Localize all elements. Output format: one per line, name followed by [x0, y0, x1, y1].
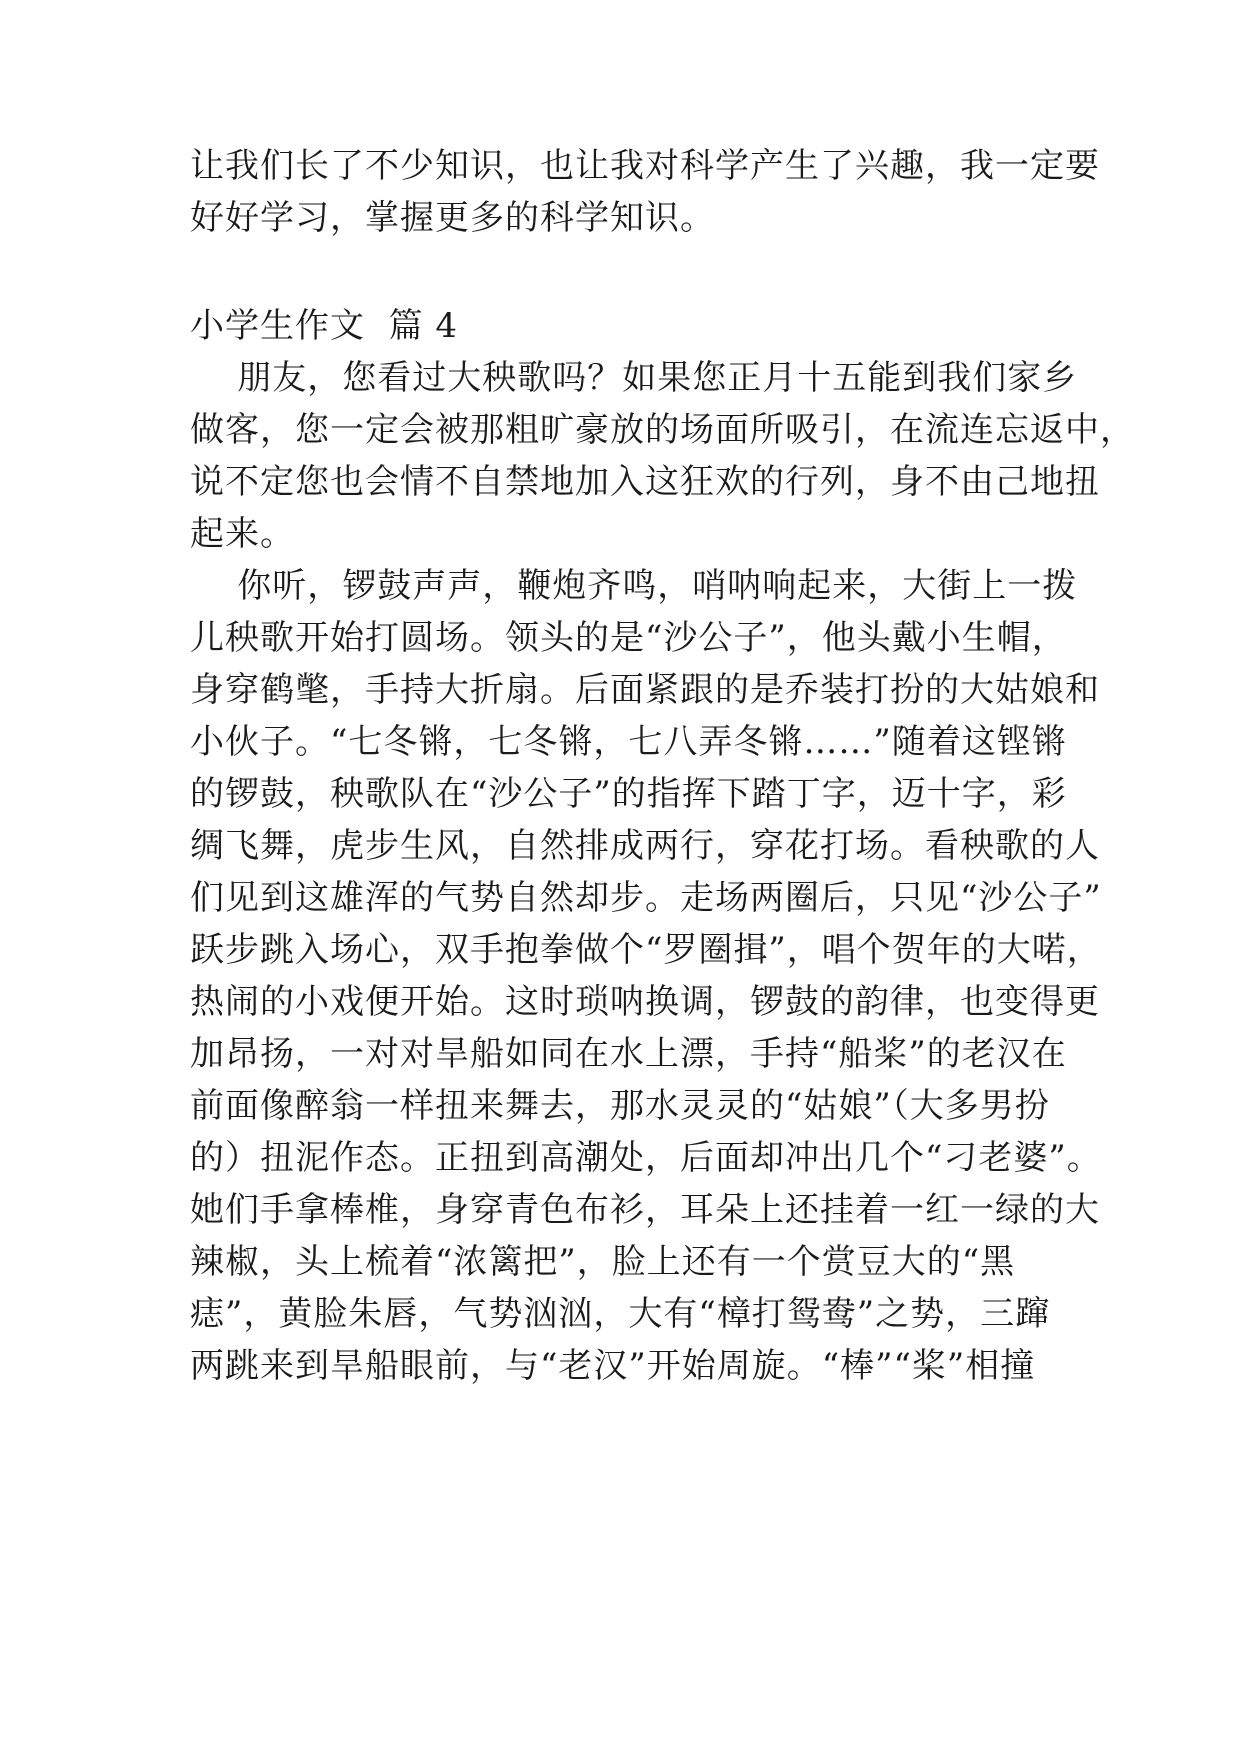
- text-line: 她们手拿棒椎，身穿青色布衫，耳朵上还挂着一红一绿的大: [190, 1190, 1100, 1230]
- text-line: 前面像醉翁一样扭来舞去，那水灵灵的“姑娘”（大多男扮: [190, 1086, 1050, 1126]
- text-line: 身穿鹤氅，手持大折扇。后面紧跟的是乔装打扮的大姑娘和: [190, 670, 1100, 710]
- text-line: 小伙子。“七冬锵，七冬锵，七八弄冬锵……”随着这铿锵: [190, 722, 1067, 762]
- text-line: 加昂扬，一对对旱船如同在水上漂，手持“船桨”的老汉在: [190, 1034, 1067, 1074]
- text-line: 起来。: [190, 514, 295, 554]
- section-title: 小学生作文 篇 4: [190, 306, 459, 346]
- text-line: 朋友，您看过大秧歌吗？如果您正月十五能到我们家乡: [190, 358, 1078, 398]
- text-line: 两跳来到旱船眼前，与“老汉”开始周旋。“棒”“桨”相撞: [190, 1346, 1036, 1386]
- text-line: 儿秧歌开始打圆场。领头的是“沙公子”，他头戴小生帽，: [190, 618, 1067, 658]
- text-line: 跃步跳入场心，双手抱拳做个“罗圈揖”，唱个贺年的大喏，: [190, 930, 1102, 970]
- text-line: 说不定您也会情不自禁地加入这狂欢的行列，身不由己地扭: [190, 462, 1100, 502]
- text-line: 热闹的小戏便开始。这时琐呐换调，锣鼓的韵律，也变得更: [190, 982, 1100, 1022]
- text-line: 你听，锣鼓声声，鞭炮齐鸣，哨呐响起来，大街上一拨: [190, 566, 1078, 606]
- text-line: 痣”，黄脸朱唇，气势汹汹，大有“樟打鸳鸯”之势，三蹿: [190, 1294, 1051, 1334]
- text-line: 让我们长了不少知识，也让我对科学产生了兴趣，我一定要: [190, 146, 1100, 186]
- text-line: 辣椒，头上梳着“浓篱把”，脸上还有一个赏豆大的“黑: [190, 1242, 1016, 1282]
- text-line: 绸飞舞，虎步生风，自然排成两行，穿花打场。看秧歌的人: [190, 826, 1100, 866]
- text-line: 的）扭泥作态。正扭到高潮处，后面却冲出几个“刁老婆”。: [190, 1138, 1102, 1178]
- text-line: 们见到这雄浑的气势自然却步。走场两圈后，只见“沙公子”: [190, 878, 1102, 918]
- text-line: 做客，您一定会被那粗旷豪放的场面所吸引，在流连忘返中，: [190, 410, 1135, 450]
- text-line: 的锣鼓，秧歌队在“沙公子”的指挥下踏丁字，迈十字，彩: [190, 774, 1067, 814]
- text-line: 好好学习，掌握更多的科学知识。: [190, 198, 715, 238]
